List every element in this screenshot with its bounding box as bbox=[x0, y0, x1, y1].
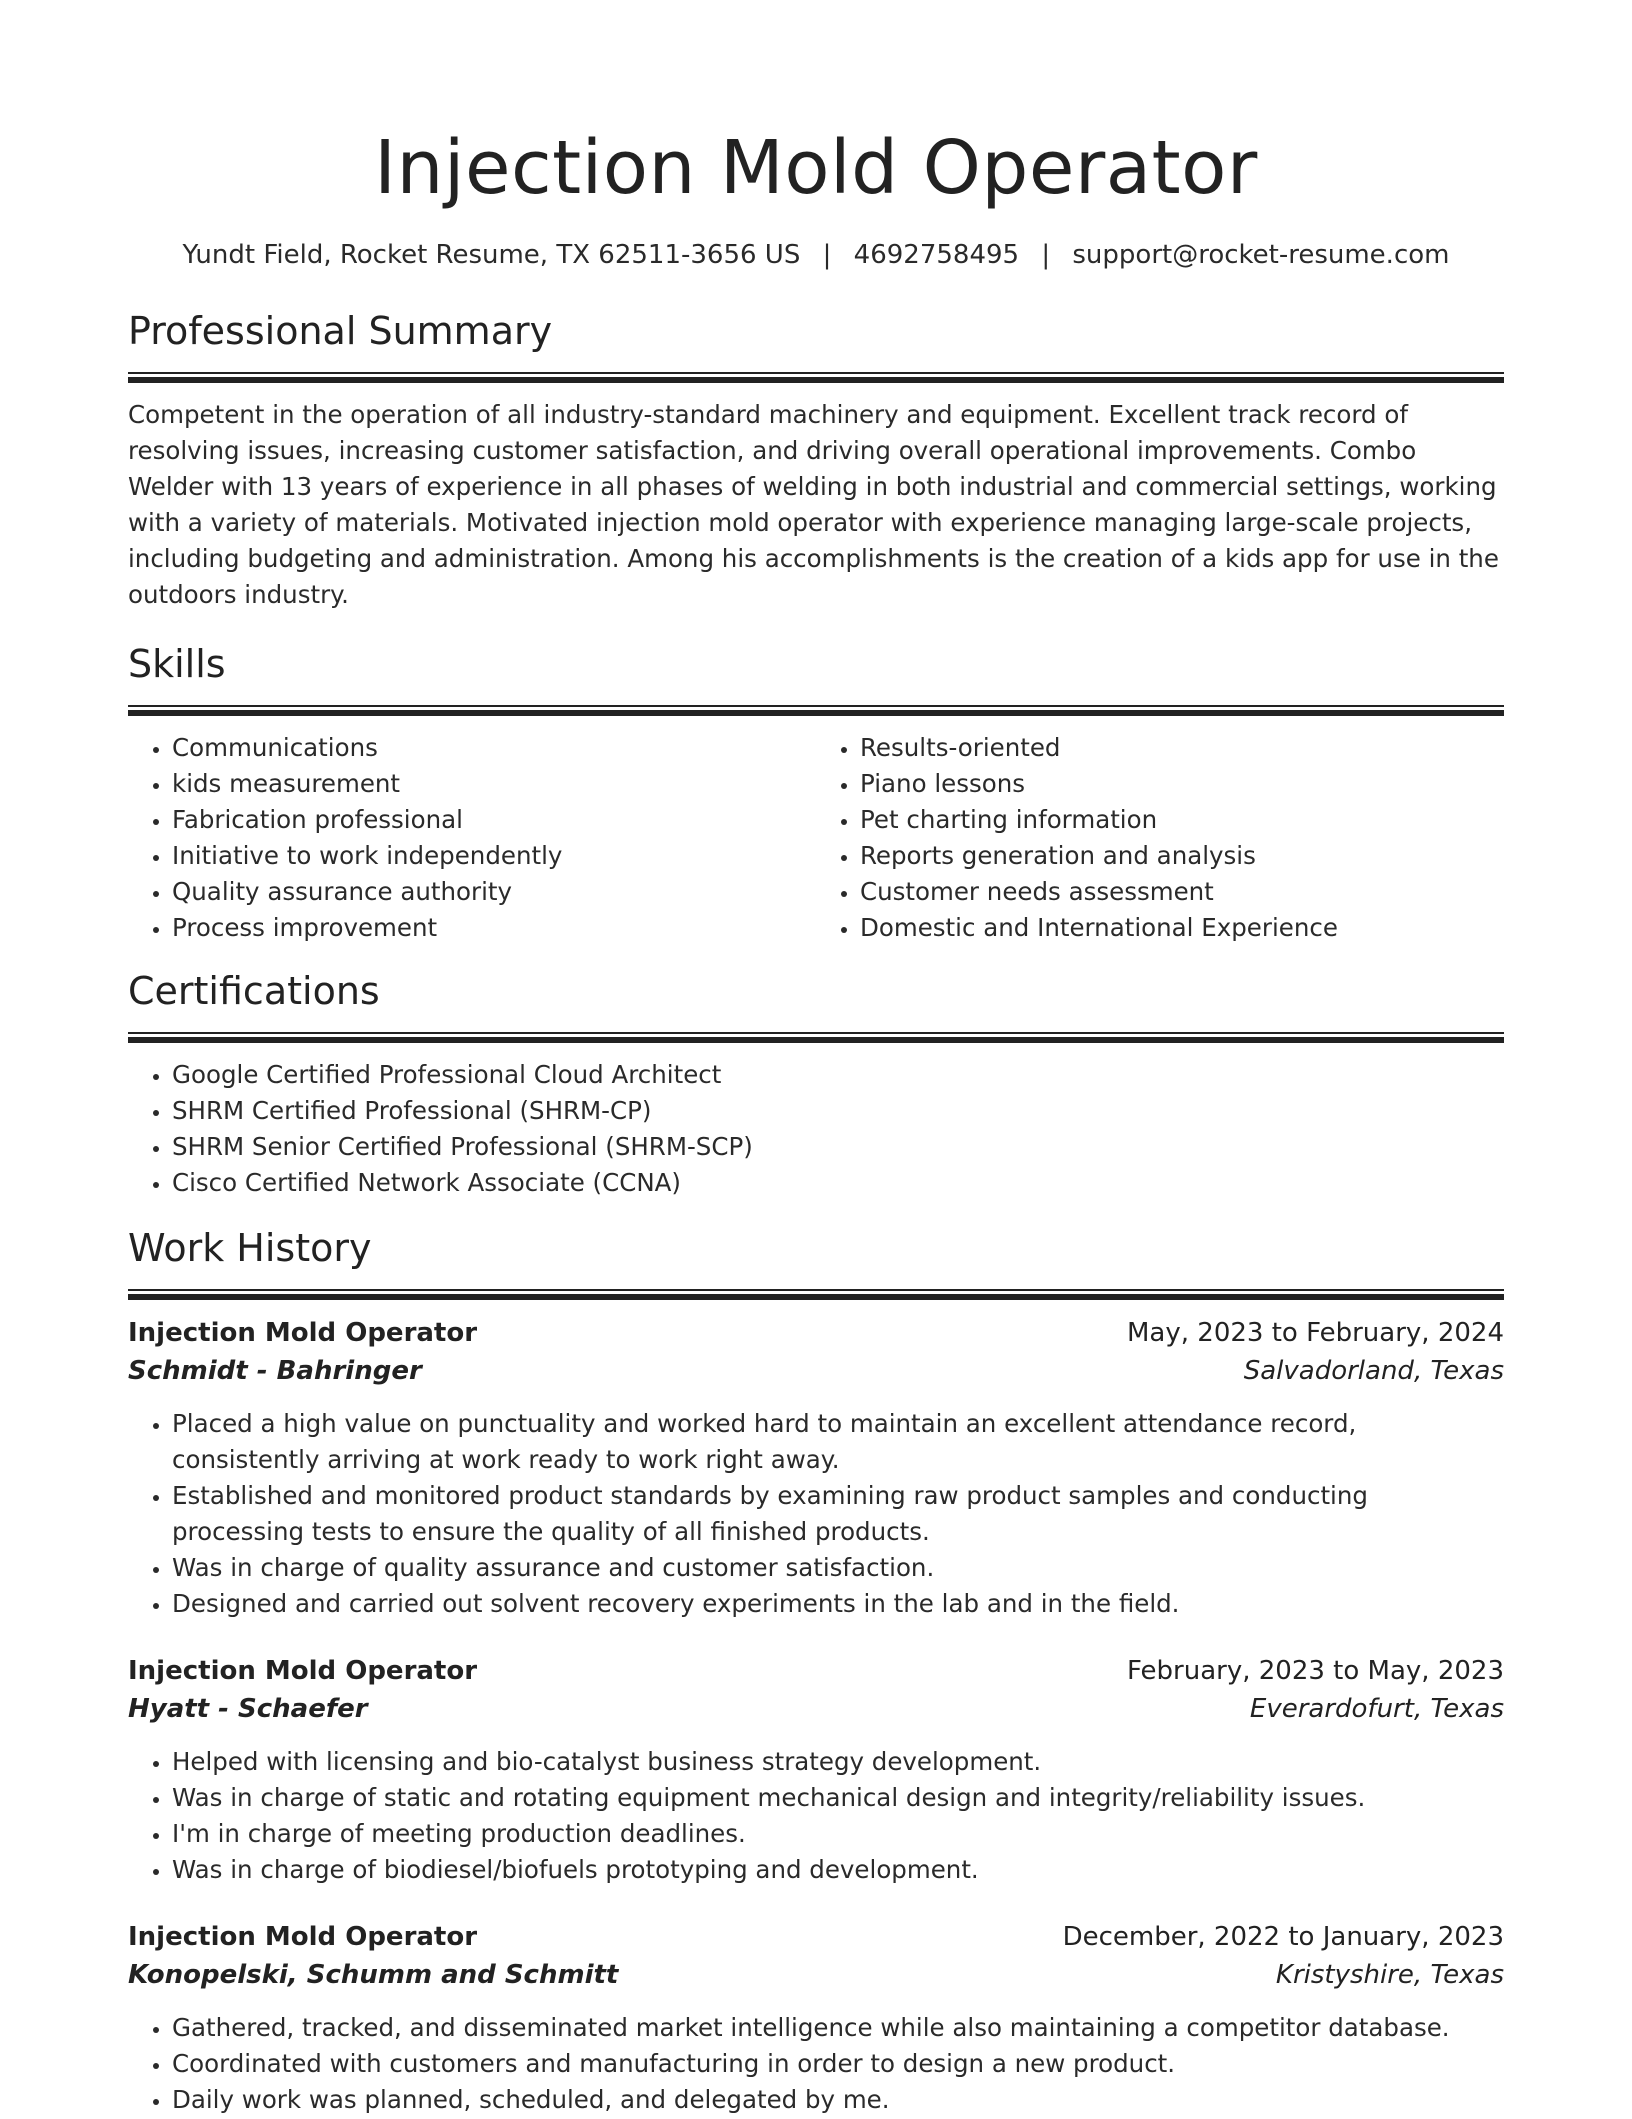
resume-name: Injection Mold Operator bbox=[374, 125, 1258, 211]
section-divider bbox=[128, 705, 1504, 716]
job-header bbox=[128, 1652, 1504, 1690]
job-header bbox=[128, 1314, 1504, 1352]
skill-item: • Reports generation and analysis bbox=[860, 838, 1504, 874]
job-entry bbox=[128, 1314, 1504, 1622]
job-dates: February, 2023 to May, 2023 bbox=[1127, 1656, 1504, 1686]
job-bullet: • Was in charge of static and rotating equipment mechanical design and integrity/reliability issues. bbox=[172, 1780, 1504, 1816]
contact-separator: | bbox=[1041, 240, 1051, 270]
job-subheader bbox=[128, 1690, 1504, 1728]
job-bullet: • Placed a high value on punctuality and worked hard to maintain an excellent attendance record, consistently arriving at work ready to work right away. bbox=[172, 1406, 1504, 1478]
certification-item: • SHRM Senior Certified Professional (SHRM-SCP) bbox=[172, 1129, 1504, 1165]
skill-item: • Piano lessons bbox=[860, 766, 1504, 802]
certification-item: • Google Certified Professional Cloud Architect bbox=[172, 1057, 1504, 1093]
section-divider bbox=[128, 1289, 1504, 1300]
skill-item: • Quality assurance authority bbox=[172, 874, 816, 910]
skill-item: • Communications bbox=[172, 730, 816, 766]
job-bullet: • Helped with licensing and bio-catalyst business strategy development. bbox=[172, 1744, 1504, 1780]
summary-text: Competent in the operation of all industry-standard machinery and equipment. Excellent track record of resolving issues, increasing customer satisfaction, and driving overall operational improvements. Combo Welder with 13 years of experience in all phases of welding in both industrial and commercial settings, working with a variety of materials. Motivated injection mold operator with experience managing large-scale projects, including budgeting and administration. Among his accomplishments is the creation of a kids app for use in the outdoors industry. bbox=[128, 400, 1499, 609]
job-location: Everardofurt, Texas bbox=[1249, 1694, 1504, 1724]
contact-phone: 4692758495 bbox=[853, 240, 1020, 270]
skill-item: • Initiative to work independently bbox=[172, 838, 816, 874]
skills-grid bbox=[128, 730, 1504, 946]
job-dates: May, 2023 to February, 2024 bbox=[1127, 1318, 1504, 1348]
job-bullet: • Coordinated with customers and manufacturing in order to design a new product. bbox=[172, 2046, 1504, 2082]
work-history-section bbox=[128, 1223, 1504, 2118]
summary-section bbox=[128, 306, 1504, 613]
job-bullets bbox=[128, 2010, 1504, 2118]
certifications-list bbox=[128, 1057, 1504, 1201]
job-header bbox=[128, 1918, 1504, 1956]
contact-separator: | bbox=[822, 240, 832, 270]
skill-item: • Results-oriented bbox=[860, 730, 1504, 766]
job-entry bbox=[128, 1652, 1504, 1888]
skills-list-left bbox=[128, 730, 816, 946]
contact-line bbox=[128, 238, 1504, 272]
section-title-skills: Skills bbox=[128, 642, 226, 686]
job-title: Injection Mold Operator bbox=[128, 1318, 478, 1348]
skill-item: • Fabrication professional bbox=[172, 802, 816, 838]
job-entry bbox=[128, 1918, 1504, 2118]
job-title: Injection Mold Operator bbox=[128, 1922, 478, 1952]
certification-item: • Cisco Certified Network Associate (CCNA) bbox=[172, 1165, 1504, 1201]
job-bullet: • Daily work was planned, scheduled, and delegated by me. bbox=[172, 2082, 1504, 2118]
job-dates: December, 2022 to January, 2023 bbox=[1062, 1922, 1504, 1952]
job-bullet: • Gathered, tracked, and disseminated market intelligence while also maintaining a competitor database. bbox=[172, 2010, 1504, 2046]
job-bullet: • Designed and carried out solvent recovery experiments in the lab and in the field. bbox=[172, 1586, 1504, 1622]
skill-item: • Customer needs assessment bbox=[860, 874, 1504, 910]
job-bullets bbox=[128, 1406, 1504, 1622]
job-company: Konopelski, Schumm and Schmitt bbox=[128, 1960, 619, 1990]
skills-section bbox=[128, 639, 1504, 946]
section-title-certifications: Certifications bbox=[128, 969, 380, 1013]
job-bullets bbox=[128, 1744, 1504, 1888]
job-bullet: • Was in charge of biodiesel/biofuels prototyping and development. bbox=[172, 1852, 1504, 1888]
skill-item: • Pet charting information bbox=[860, 802, 1504, 838]
job-title: Injection Mold Operator bbox=[128, 1656, 478, 1686]
certification-item: • SHRM Certified Professional (SHRM-CP) bbox=[172, 1093, 1504, 1129]
contact-email: support@rocket-resume.com bbox=[1072, 240, 1450, 270]
section-title-work-history: Work History bbox=[128, 1226, 372, 1270]
job-subheader bbox=[128, 1352, 1504, 1390]
contact-address: Yundt Field, Rocket Resume, TX 62511-3656 US bbox=[182, 240, 801, 270]
skills-list-right bbox=[816, 730, 1504, 946]
section-divider bbox=[128, 372, 1504, 383]
job-location: Salvadorland, Texas bbox=[1243, 1356, 1504, 1386]
job-subheader bbox=[128, 1956, 1504, 1994]
section-divider bbox=[128, 1032, 1504, 1043]
job-bullet: • I'm in charge of meeting production deadlines. bbox=[172, 1816, 1504, 1852]
job-company: Schmidt - Bahringer bbox=[128, 1356, 422, 1386]
job-location: Kristyshire, Texas bbox=[1275, 1960, 1504, 1990]
skill-item: • kids measurement bbox=[172, 766, 816, 802]
skill-item: • Domestic and International Experience bbox=[860, 910, 1504, 946]
skill-item: • Process improvement bbox=[172, 910, 816, 946]
section-title-summary: Professional Summary bbox=[128, 309, 553, 353]
job-bullet: • Established and monitored product standards by examining raw product samples and conducting processing tests to ensure the quality of all finished products. bbox=[172, 1478, 1504, 1550]
certifications-section bbox=[128, 966, 1504, 1201]
job-company: Hyatt - Schaefer bbox=[128, 1694, 368, 1724]
job-bullet: • Was in charge of quality assurance and customer satisfaction. bbox=[172, 1550, 1504, 1586]
